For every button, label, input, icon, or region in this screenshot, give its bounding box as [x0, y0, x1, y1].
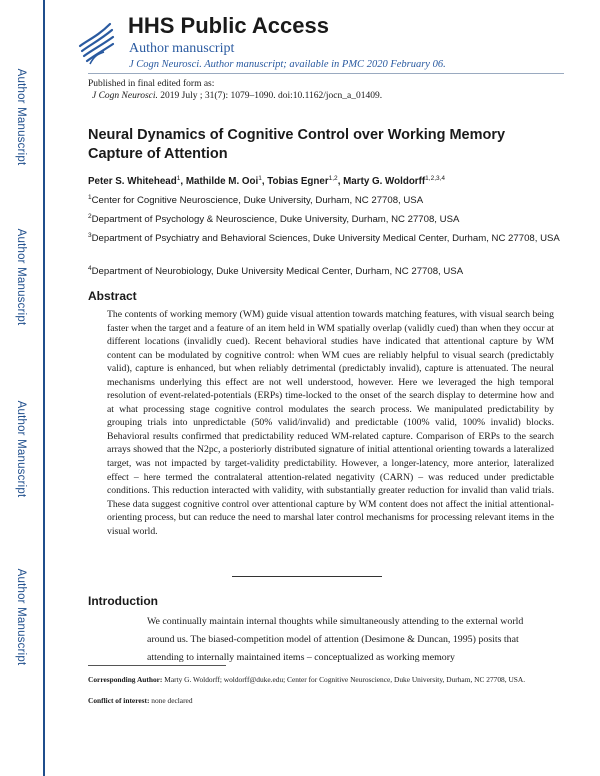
header-title: HHS Public Access: [128, 13, 329, 38]
abstract-text: The contents of working memory (WM) guide visual attention towards matching features, with visual search being faster when the target and a feature of an item held in WM spatially overlap (validly cued) than when they occur at different locations (invalidly cued). Recent behavioral studies have indicated that attentional capture by WM content can be modulated by cognitive control: when WM cues are reliably helpful to visual search (predictably valid), capture is enhanced, but when reliably detrimental (predictably invalid), capture is attenuated. The neural mechanisms underlying this effect are not well understood, however. Here we leveraged the high temporal resolution of event-related-potentials (ERPs) time-locked to the onset of the search display to determine how and at what processing stage cognitive control modulates the search process. We manipulated predictability by grouping trials into unpredictable (50% valid/invalid) and predictable (100% valid, 100% invalid) blocks. Behavioral results confirmed that predictability reduced WM-related capture. Comparison of ERPs to the search arrays showed that the N2pc, a posteriorly distributed signature of initial attentional orienting towards a lateralized target, was not impacted by target-validity predictability. However, a longer-latency, more anterior, lateralized effect – here termed the contralateral attention-related negativity (CARN) – was reduced under predictable conditions. This reduction interacted with validity, with substantially greater reduction for invalid than valid trials. These data suggest cognitive control over attentional capture by WM content does not affect the initial attentional-orienting process, but can reduce the need to marshal later control mechanisms for processing relevant items in the visual world.: [107, 309, 554, 537]
header-divider: [88, 73, 564, 74]
corresponding-author-note: Corresponding Author: Marty G. Woldorff; woldorff@duke.edu; Center for Cognitive Neuroscience, Duke University, Durham, NC 27708, USA.: [88, 675, 526, 684]
sidebar-divider: [43, 0, 45, 776]
header-citation: J Cogn Neurosci. Author manuscript; available in PMC 2020 February 06.: [129, 59, 446, 70]
paper-title: Neural Dynamics of Cognitive Control over Working Memory Capture of Attention: [88, 127, 506, 162]
sidebar-label-author-manuscript: Author Manuscript: [15, 228, 27, 326]
sidebar-label-author-manuscript: Author Manuscript: [15, 400, 27, 498]
sidebar-label-author-manuscript: Author Manuscript: [15, 568, 27, 666]
hhs-eagle-icon: [76, 18, 116, 66]
author-name: Marty G. Woldorff: [343, 176, 426, 187]
introduction-text: We continually maintain internal thoughts while simultaneously attending to the external world around us. The biased-competition model of attention (Desimone & Duncan, 1995) posits that attending to internally maintained items – conceptualized as working memory: [147, 616, 524, 663]
introduction-heading: Introduction: [88, 594, 158, 608]
author-list: Peter S. Whitehead$^1$, Mathilde M. Ooi$^1$, Tobias Egner$^{1,2}$, Marty G. Woldorff$^{1,2,3,4}$: [88, 175, 446, 187]
affiliation: $^1$Center for Cognitive Neuroscience, Duke University, Durham, NC 27708, USA: [88, 194, 424, 206]
abstract-divider: [232, 576, 382, 577]
author-name: Tobias Egner: [267, 176, 329, 187]
author-name: Mathilde M. Ooi: [185, 176, 259, 187]
conflict-of-interest-note: Conflict of interest: none declared: [88, 696, 193, 705]
affiliation: $^2$Department of Psychology & Neuroscience, Duke University, Durham, NC 27708, USA: [88, 213, 460, 225]
publication-citation: J Cogn Neurosci. 2019 July ; 31(7): 1079–1090. doi:10.1162/jocn_a_01409.: [92, 91, 383, 101]
sidebar-label-author-manuscript: Author Manuscript: [15, 68, 27, 166]
published-label: Published in final edited form as:: [88, 79, 215, 89]
footnote-divider: [88, 665, 226, 666]
header-subtitle: Author manuscript: [129, 41, 235, 56]
author-name: Peter S. Whitehead: [88, 176, 177, 187]
affiliation: $^4$Department of Neurobiology, Duke University Medical Center, Durham, NC 27708, USA: [88, 265, 464, 277]
abstract-heading: Abstract: [88, 289, 137, 303]
affiliation: $^3$Department of Psychiatry and Behavioral Sciences, Duke University Medical Center, Durham, NC 27708, USA: [88, 232, 560, 244]
